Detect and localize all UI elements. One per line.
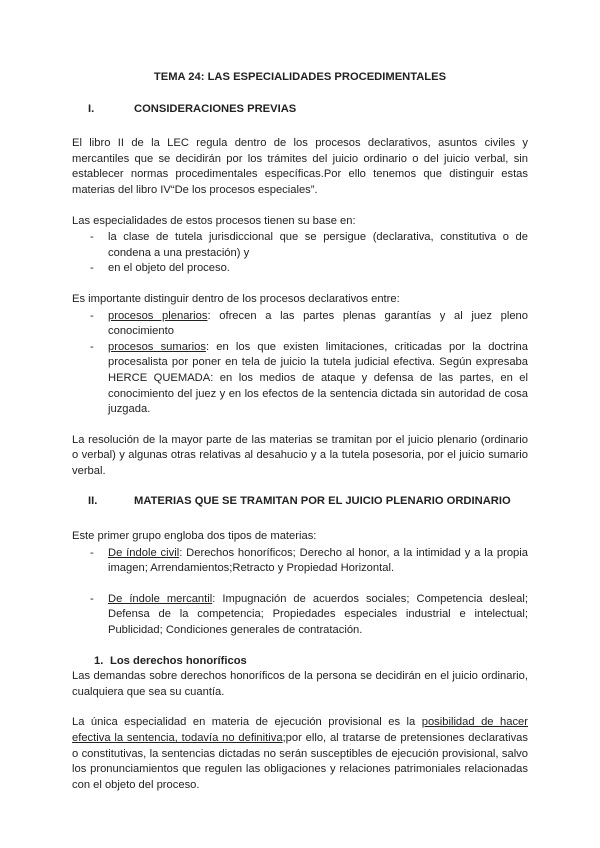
section-heading-2 [88,494,528,510]
list-item: - en el objeto del proceso. [90,262,230,275]
term: De índole mercantil [108,592,213,605]
subsection-heading [94,654,528,670]
bullet-list [72,309,528,418]
paragraph: Es importante distinguir dentro de los procesos declarativos entre: [72,292,400,305]
list-spacer [72,577,528,592]
subsection-title: Los derechos honoríficos [110,654,247,667]
section-title: CONSIDERACIONES PREVIAS [134,102,297,115]
list-item: - procesos plenarios: ofrecen a las partes plenas garantías y al juez pleno conocimiento [90,309,528,338]
list-item: - De índole civil: Derechos honoríficos; Derecho al honor, a la intimidad y a la propia imagen; Arrendamientos;Retracto y Propiedad Horizontal. [90,546,528,575]
underlined-phrase: posibilidad de hacer efectiva la sentencia, todavía no definitiva [72,716,529,744]
list-item: - De índole mercantil: Impugnación de acuerdos sociales; Competencia desleal; Defensa de la competencia; Propiedades especiales industrial e intelectual; Publicidad; Condiciones generales de contratación. [90,592,528,637]
list-item: - la clase de tutela jurisdiccional que se persigue (declarativa, constitutiva o de condena a una prestación) y [90,231,528,259]
paragraph: Las demandas sobre derechos honoríficos de la persona se decidirán en el juicio ordinario, cualquiera que sea su cuantía. [72,670,528,698]
term: procesos plenarios [108,309,208,322]
paragraph: La resolución de la mayor parte de las materias se tramitan por el juicio plenario (ordinario o verbal) y algunas otras relativas al desahucio y a la tutela posesoria, por el juicio sumario verbal. [72,433,528,477]
term: procesos sumarios [108,340,206,353]
paragraph: Las especialidades de estos procesos tienen su base en: [72,214,356,227]
section-title: MATERIAS QUE SE TRAMITAN POR EL JUICIO PLENARIO ORDINARIO [134,495,511,508]
bullet-list [72,546,528,639]
bullet-list [72,230,528,277]
subsection-number: 1. [94,654,104,667]
section-number: II. [88,495,98,508]
paragraph: La única especialidad en materia de ejecución provisional es la posibilidad de hacer efectiva la sentencia, todavía no definitiva;por ello, al tratarse de pretensiones declarativas o constitutivas, la sentencias dictadas no serán susceptibles de ejecución provisional, salvo los pronunciamientos que regulen las obligaciones y relaciones patrimoniales relacionadas con el objeto del proceso. [72,716,529,791]
term: De índole civil [108,546,180,559]
list-item: - procesos sumarios: en los que existen limitaciones, criticadas por la doctrina procesalista por poner en tela de juicio la tutela judicial efectiva. Según expresaba HERCE QUEMADA: en los medios de ataque y defensa de las partes, en el conocimiento del juez y en los efectos de la sentencia dictada sin autoridad de cosa juzgada. [90,340,528,416]
section-heading-1 [88,102,528,118]
paragraph: El libro II de la LEC regula dentro de los procesos declarativos, asuntos civiles y mercantiles que se decidirán por los trámites del juicio ordinario o del juicio verbal, sin establecer normas procedimentales específicas.Por ello tenemos que distinguir estas materias del libro IV“De los procesos especiales”. [72,137,528,196]
page-title: TEMA 24: LAS ESPECIALIDADES PROCEDIMENTALES [153,71,447,83]
section-number: I. [88,102,95,115]
paragraph: Este primer grupo engloba dos tipos de materias: [72,530,317,543]
